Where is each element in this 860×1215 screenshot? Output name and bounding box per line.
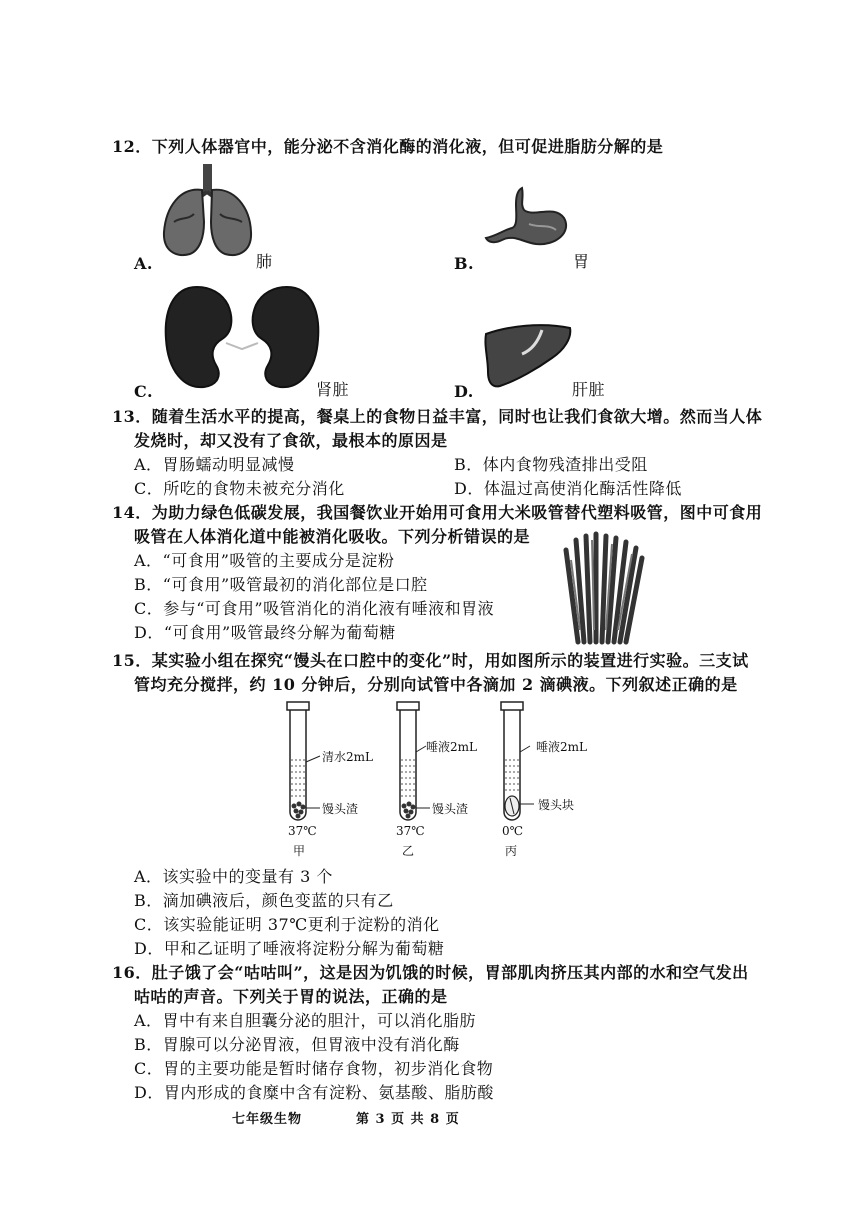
- q14-option-b: B．“可食用”吸管最初的消化部位是口腔: [134, 575, 428, 594]
- stomach-image: [484, 184, 574, 254]
- q12-option-a-label: 肺: [256, 252, 273, 271]
- q14-option-a: A．“可食用”吸管的主要成分是淀粉: [134, 551, 395, 570]
- q13-option-b: B．体内食物残渣排出受阻: [454, 455, 648, 474]
- q12-option-d-letter: D.: [454, 382, 474, 401]
- q14-stem-line2: 吸管在人体消化道中能被消化吸收。下列分析错误的是: [134, 527, 531, 546]
- tube-yi-liquid-label: 唾液2mL: [426, 740, 477, 754]
- q15-option-c: C．该实验能证明 37℃更利于淀粉的消化: [134, 915, 440, 934]
- q12-option-b-letter: B.: [454, 254, 475, 273]
- q14-option-d: D．“可食用”吸管最终分解为葡萄糖: [134, 623, 396, 642]
- tube-bing-liquid-label: 唾液2mL: [536, 740, 587, 754]
- liver-image: [482, 320, 574, 392]
- q13-stem-line1: 13．随着生活水平的提高，餐桌上的食物日益丰富，同时也让我们食欲大增。然而当人体: [112, 407, 763, 426]
- q12-option-c-letter: C.: [134, 382, 154, 401]
- q15-stem-line2: 管均充分搅拌，约 10 分钟后，分别向试管中各滴加 2 滴碘液。下列叙述正确的是: [134, 675, 738, 694]
- tube-yi: [397, 702, 430, 820]
- tube-jia-name: 甲: [293, 844, 306, 858]
- q13-option-c: C．所吃的食物未被充分消化: [134, 479, 345, 498]
- footer-page-number: 第 3 页 共 8 页: [356, 1112, 460, 1127]
- test-tubes-diagram: [280, 698, 610, 860]
- q12-option-b-label: 胃: [573, 252, 590, 271]
- kidney-image: [162, 283, 322, 393]
- q12-option-a-letter: A.: [134, 254, 153, 273]
- q16-option-b: B．胃腺可以分泌胃液，但胃液中没有消化酶: [134, 1035, 460, 1054]
- tube-bing-temp: 0℃: [502, 824, 524, 838]
- tube-bing-solid-label: 馒头块: [538, 798, 575, 812]
- q12-option-c-label: 肾脏: [316, 380, 350, 399]
- tube-bing: [501, 702, 534, 820]
- tube-jia: [287, 702, 320, 820]
- q16-option-a: A．胃中有来自胆囊分泌的胆汁，可以消化脂肪: [134, 1011, 477, 1030]
- q13-stem-line2: 发烧时，却又没有了食欲，最根本的原因是: [134, 431, 448, 450]
- tube-jia-temp: 37℃: [288, 824, 317, 838]
- q13-option-a: A．胃肠蠕动明显减慢: [134, 455, 295, 474]
- q14-option-c: C．参与“可食用”吸管消化的消化液有唾液和胃液: [134, 599, 495, 618]
- tube-bing-name: 丙: [505, 844, 518, 858]
- q12-stem: 12．下列人体器官中，能分泌不含消化酶的消化液，但可促进脂肪分解的是: [112, 137, 664, 156]
- q16-stem-line1: 16．肚子饿了会“咕咕叫”，这是因为饥饿的时候，胃部肌肉挤压其内部的水和空气发出: [112, 963, 749, 982]
- q15-option-d: D．甲和乙证明了唾液将淀粉分解为葡萄糖: [134, 939, 445, 958]
- tube-jia-liquid-label: 清水2mL: [322, 750, 373, 764]
- tube-yi-name: 乙: [402, 844, 415, 858]
- tube-jia-solid-label: 馒头渣: [322, 802, 359, 816]
- lungs-image: [160, 162, 255, 262]
- tube-yi-temp: 37℃: [396, 824, 425, 838]
- q12-option-d-label: 肝脏: [572, 380, 606, 399]
- edible-straws-image: [556, 530, 646, 646]
- q16-option-d: D．胃内形成的食糜中含有淀粉、氨基酸、脂肪酸: [134, 1083, 494, 1102]
- q13-option-d: D．体温过高使消化酶活性降低: [454, 479, 682, 498]
- footer-subject: 七年级生物: [232, 1112, 303, 1127]
- q16-option-c: C．胃的主要功能是暂时储存食物，初步消化食物: [134, 1059, 494, 1078]
- q15-option-a: A．该实验中的变量有 3 个: [134, 867, 333, 886]
- q14-stem-line1: 14．为助力绿色低碳发展，我国餐饮业开始用可食用大米吸管替代塑料吸管，图中可食用: [112, 503, 763, 522]
- q15-stem-line1: 15．某实验小组在探究“馒头在口腔中的变化”时，用如图所示的装置进行实验。三支试: [112, 651, 749, 670]
- q15-option-b: B．滴加碘液后，颜色变蓝的只有乙: [134, 891, 394, 910]
- tube-yi-solid-label: 馒头渣: [432, 802, 469, 816]
- q16-stem-line2: 咕咕的声音。下列关于胃的说法，正确的是: [134, 987, 448, 1006]
